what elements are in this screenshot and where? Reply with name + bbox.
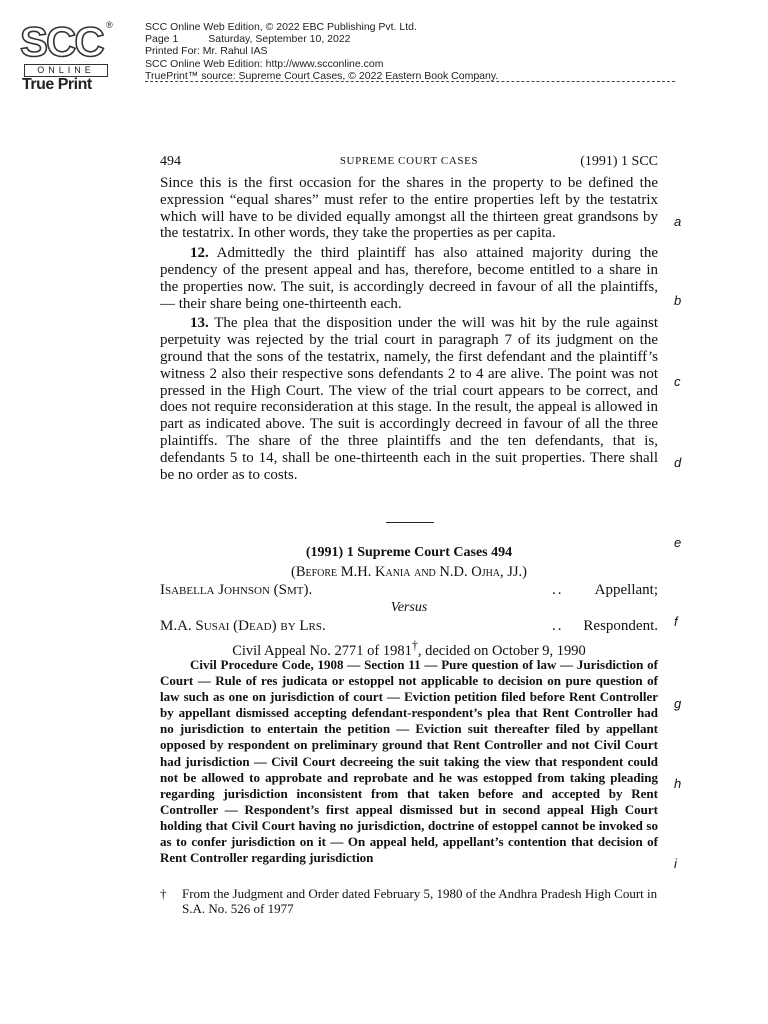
headnote (160, 657, 658, 866)
judgment-text (160, 175, 658, 483)
leader-dots: .. (552, 618, 564, 634)
margin-letter-d: d (674, 455, 682, 470)
logo-online-text: ONLINE (24, 64, 108, 77)
page-number: 494 (160, 154, 181, 169)
margin-letter-a: a (674, 214, 682, 229)
meta-page-line (145, 33, 498, 45)
margin-letter-f: f (674, 614, 678, 629)
bench: (Before M.H. Kania and N.D. Ojha, JJ.) (290, 564, 528, 580)
paragraph-13 (160, 315, 658, 483)
decision-date: , decided on October 9, 1990 (417, 642, 586, 659)
footnote (160, 886, 658, 916)
paragraph-text: The plea that the disposition under the will was hit by the rule against perpetuity was rejected by the trial court in paragraph 7 of its judgment on the ground that the sons of the testatrix, namely, the first defendant and the plaintiff’s witness 2 also their respective sons defendants 2 to 4 are alive. The point was not pressed in the High Court. The view of the trial court appears to be correct, and does not require reconsideration at this stage. In the result, the appeal is allowed in part as indicated above. The suit is accordingly decreed in favour of all the three plaintiffs. The share of the three plaintiffs and the ten defendants, that is, defendants 5 to 14, shall be one-thirteenth each in the suit properties. There shall be no order as to costs. (160, 315, 658, 483)
appellant-name: Isabella Johnson (Smt). (160, 582, 313, 598)
appeal-number: Civil Appeal No. 2771 of 1981 (232, 642, 412, 659)
registered-mark: ® (106, 20, 113, 30)
meta-page: Page 1 (145, 33, 179, 46)
meta-web: SCC Online Web Edition: http://www.scconline.com (145, 57, 384, 70)
footnote-text: From the Judgment and Order dated February 5, 1980 of the Andhra Pradesh High Court in S.A. No. 526 of 1977 (182, 886, 658, 916)
logo-scc-text: SCC (20, 18, 103, 65)
meta-printed-for: Printed For: Mr. Rahul IAS (145, 45, 268, 58)
margin-letter-c: c (674, 374, 681, 389)
journal-title: SUPREME COURT CASES (339, 155, 479, 167)
appellant-role: Appellant; (594, 582, 658, 598)
print-metadata (145, 21, 498, 82)
appellant-line (160, 582, 658, 599)
meta-source: TruePrint™ source: Supreme Court Cases, © 2022 Eastern Book Company. (145, 69, 499, 82)
margin-letter-i: i (674, 856, 677, 871)
paragraph-number: 13. (190, 315, 209, 332)
respondent-line (160, 618, 658, 635)
meta-date: Saturday, September 10, 2022 (208, 33, 351, 46)
footnote-reference: † (411, 638, 418, 652)
respondent-name: M.A. Susai (Dead) by Lrs. (160, 618, 326, 634)
margin-letter-e: e (674, 535, 682, 550)
footnote-mark: † (160, 886, 167, 901)
paragraph-text: Admittedly the third plaintiff has also attained majority during the pendency of the present appeal and has, therefore, become entitled to a share in the properties now. The suit, is accordingly decreed in favour of all the plaintiffs, — their share being one-thirteenth each. (160, 245, 658, 312)
paragraph-number: 12. (190, 245, 209, 262)
leader-dots: .. (552, 582, 564, 598)
paragraph-12 (160, 245, 658, 312)
paragraph-continued: Since this is the first occasion for the shares in the property to be defined the expression “equal shares” must refer to the entire properties left by the testatrix which will have to be divided equally amongst all the thirteen great grandsons by the testatrix. In other words, they take the properties as per capita. (160, 175, 658, 242)
margin-letter-g: g (674, 696, 682, 711)
journal-citation: (1991) 1 SCC (580, 154, 658, 169)
scc-online-logo (18, 20, 120, 92)
case-citation-title: (1991) 1 Supreme Court Cases 494 (305, 545, 513, 560)
respondent-role: Respondent. (583, 618, 658, 634)
section-separator (386, 522, 434, 523)
meta-edition: SCC Online Web Edition, © 2022 EBC Publishing Pvt. Ltd. (145, 21, 417, 33)
headnote-text: Civil Procedure Code, 1908 — Section 11 — Pure question of law — Jurisdiction of Court — Rule of res judicata or estoppel not applicable to decision on pure question of law such as one on jurisdiction of court — Eviction petition filed before Rent Controller by appellant dismissed accepting defendant-respondent’s plea that Rent Controller had no jurisdiction to entertain the petition — Eviction suit thereafter filed by appellant opposed by respondent on preliminary ground that Rent Controller and not Civil Court had jurisdiction — Civil Court decreeing the suit taking the view that respondent could not be allowed to approbate and reprobate and he was estopped from taking pleading regarding jurisdiction inconsistent from that taken before and accepted by Rent Controller — Respondent’s first appeal dismissed but in second appeal High Court holding that Civil Court having no jurisdiction, doctrine of estoppel cannot be invoked so as to confer jurisdiction on it — On appeal held, appellant’s contention that decision of Rent Controller regarding jurisdiction (160, 657, 658, 866)
running-head (160, 154, 658, 172)
margin-letter-h: h (674, 776, 682, 791)
header-divider (145, 81, 675, 82)
margin-letter-b: b (674, 293, 682, 308)
logo-trueprint-text: True Print (22, 76, 92, 93)
versus: Versus (390, 600, 428, 615)
